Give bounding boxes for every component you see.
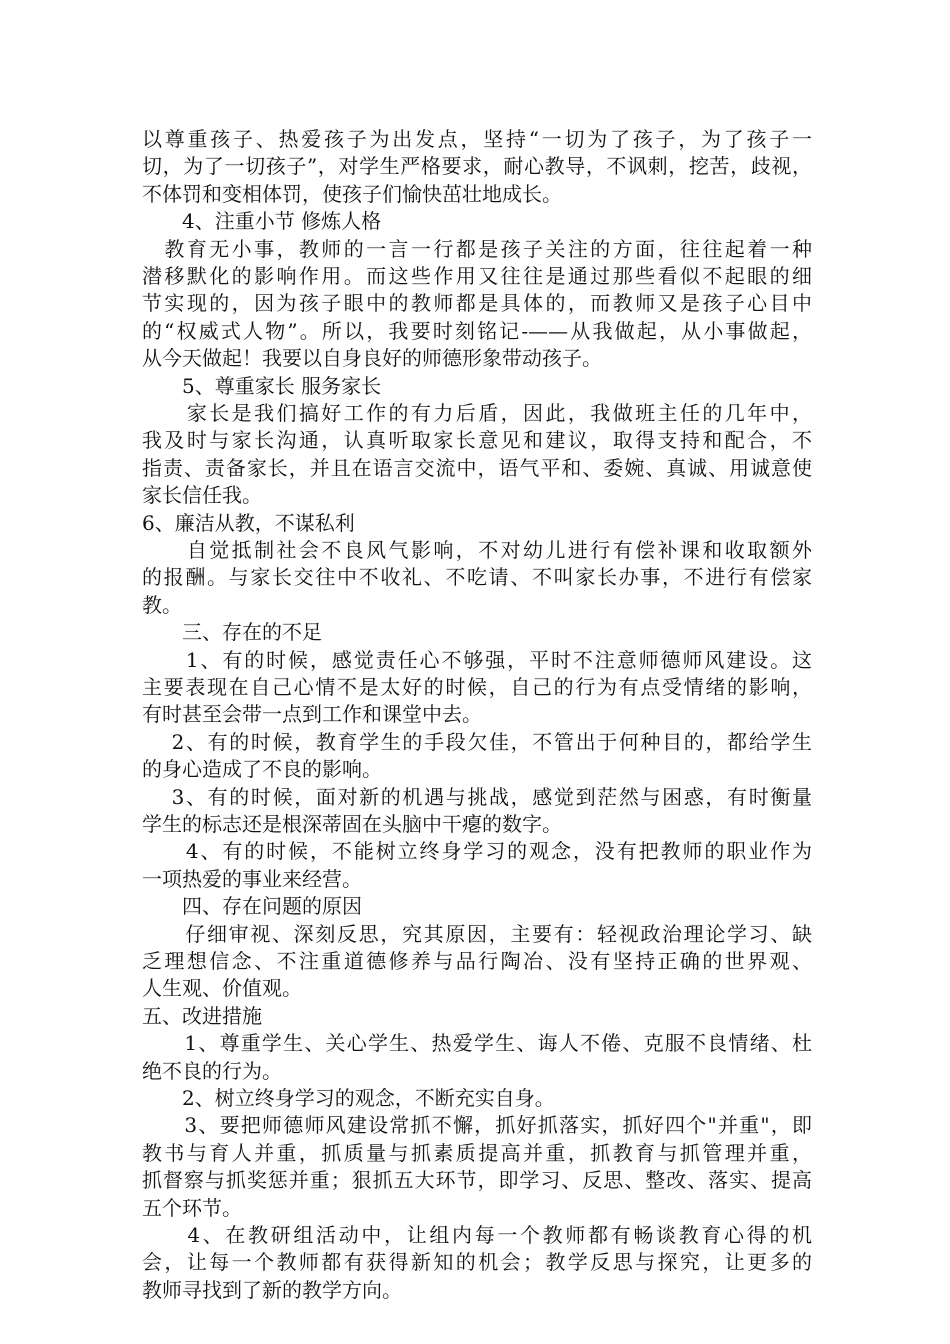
text-line: 3、有的时候，面对新的机遇与挑战，感觉到茫然与困惑，有时衡量 [142,785,812,809]
text-line: 潜移默化的影响作用。而这些作用又往往是通过那些看似不起眼的细 [142,264,812,288]
text-line: 以尊重孩子、热爱孩子为出发点，坚持“一切为了孩子，为了孩子一 [142,127,812,151]
text-line: 3、要把师德师风建设常抓不懈，抓好抓落实，抓好四个"并重"，即 [142,1113,812,1137]
text-line: 有时甚至会带一点到工作和课堂中去。 [142,702,482,726]
text-line: 学生的标志还是根深蒂固在头脑中干瘪的数字。 [142,812,562,836]
text-line: 的“权威式人物”。所以，我要时刻铭记-——从我做起，从小事做起， [142,319,812,343]
text-line: 2、有的时候，教育学生的手段欠佳，不管出于何种目的，都给学生 [142,730,812,754]
text-line: 1、有的时候，感觉责任心不够强，平时不注意师德师风建设。这 [142,648,812,672]
text-line: 自觉抵制社会不良风气影响，不对幼儿进行有偿补课和收取额外 [142,538,812,562]
text-line: 教育无小事，教师的一言一行都是孩子关注的方面，往往起着一种 [142,237,812,261]
text-line: 从今天做起！我要以自身良好的师德形象带动孩子。 [142,346,602,370]
text-line: 一项热爱的事业来经营。 [142,867,362,891]
text-line: 教师寻找到了新的教学方向。 [142,1278,402,1302]
text-line: 五个环节。 [142,1196,242,1220]
text-line: 节实现的，因为孩子眼中的教师都是具体的，而教师又是孩子心目中 [142,291,812,315]
text-line: 指责、责备家长，并且在语言交流中，语气平和、委婉、真诚、用诚意使 [142,456,812,480]
text-line: 乏理想信念、不注重道德修养与品行陶冶、没有坚持正确的世界观、 [142,949,812,973]
text-line: 会，让每一个教师都有获得新知的机会；教学反思与探究，让更多的 [142,1250,812,1274]
text-line: 教。 [142,593,182,617]
text-line: 仔细审视、深刻反思，究其原因，主要有：轻视政治理论学习、缺 [142,922,812,946]
text-line: 家长信任我。 [142,483,262,507]
text-line: 4、有的时候，不能树立终身学习的观念，没有把教师的职业作为 [142,839,812,863]
section-heading: 6、廉洁从教，不谋私利 [142,511,355,535]
text-line: 4、在教研组活动中，让组内每一个教师都有畅谈教育心得的机 [142,1223,812,1247]
text-line: 我及时与家长沟通，认真听取家长意见和建议，取得支持和配合，不 [142,428,812,452]
text-line: 教书与育人并重，抓质量与抓素质提高并重，抓教育与抓管理并重， [142,1141,812,1165]
text-line: 的身心造成了不良的影响。 [142,757,382,781]
section-heading: 三、存在的不足 [142,620,322,644]
text-line: 人生观、价值观。 [142,976,302,1000]
section-heading: 4、注重小节 修炼人格 [142,209,382,233]
section-heading: 5、尊重家长 服务家长 [142,374,382,398]
text-line: 切，为了一切孩子”，对学生严格要求，耐心教导，不讽刺，挖苦，歧视， [142,154,812,178]
text-line: 2、树立终身学习的观念，不断充实自身。 [142,1086,555,1110]
text-line: 的报酬。与家长交往中不收礼、不吃请、不叫家长办事，不进行有偿家 [142,565,812,589]
text-line: 不体罚和变相体罚，使孩子们愉快茁壮地成长。 [142,182,562,206]
section-heading: 五、改进措施 [142,1004,262,1028]
text-line: 家长是我们搞好工作的有力后盾，因此，我做班主任的几年中， [142,401,812,425]
text-line: 绝不良的行为。 [142,1059,282,1083]
text-line: 1、尊重学生、关心学生、热爱学生、诲人不倦、克服不良情绪、杜 [142,1031,812,1055]
text-line: 主要表现在自己心情不是太好的时候，自己的行为有点受情绪的影响， [142,675,812,699]
text-line: 抓督察与抓奖惩并重；狠抓五大环节，即学习、反思、整改、落实、提高 [142,1168,812,1192]
section-heading: 四、存在问题的原因 [142,894,362,918]
